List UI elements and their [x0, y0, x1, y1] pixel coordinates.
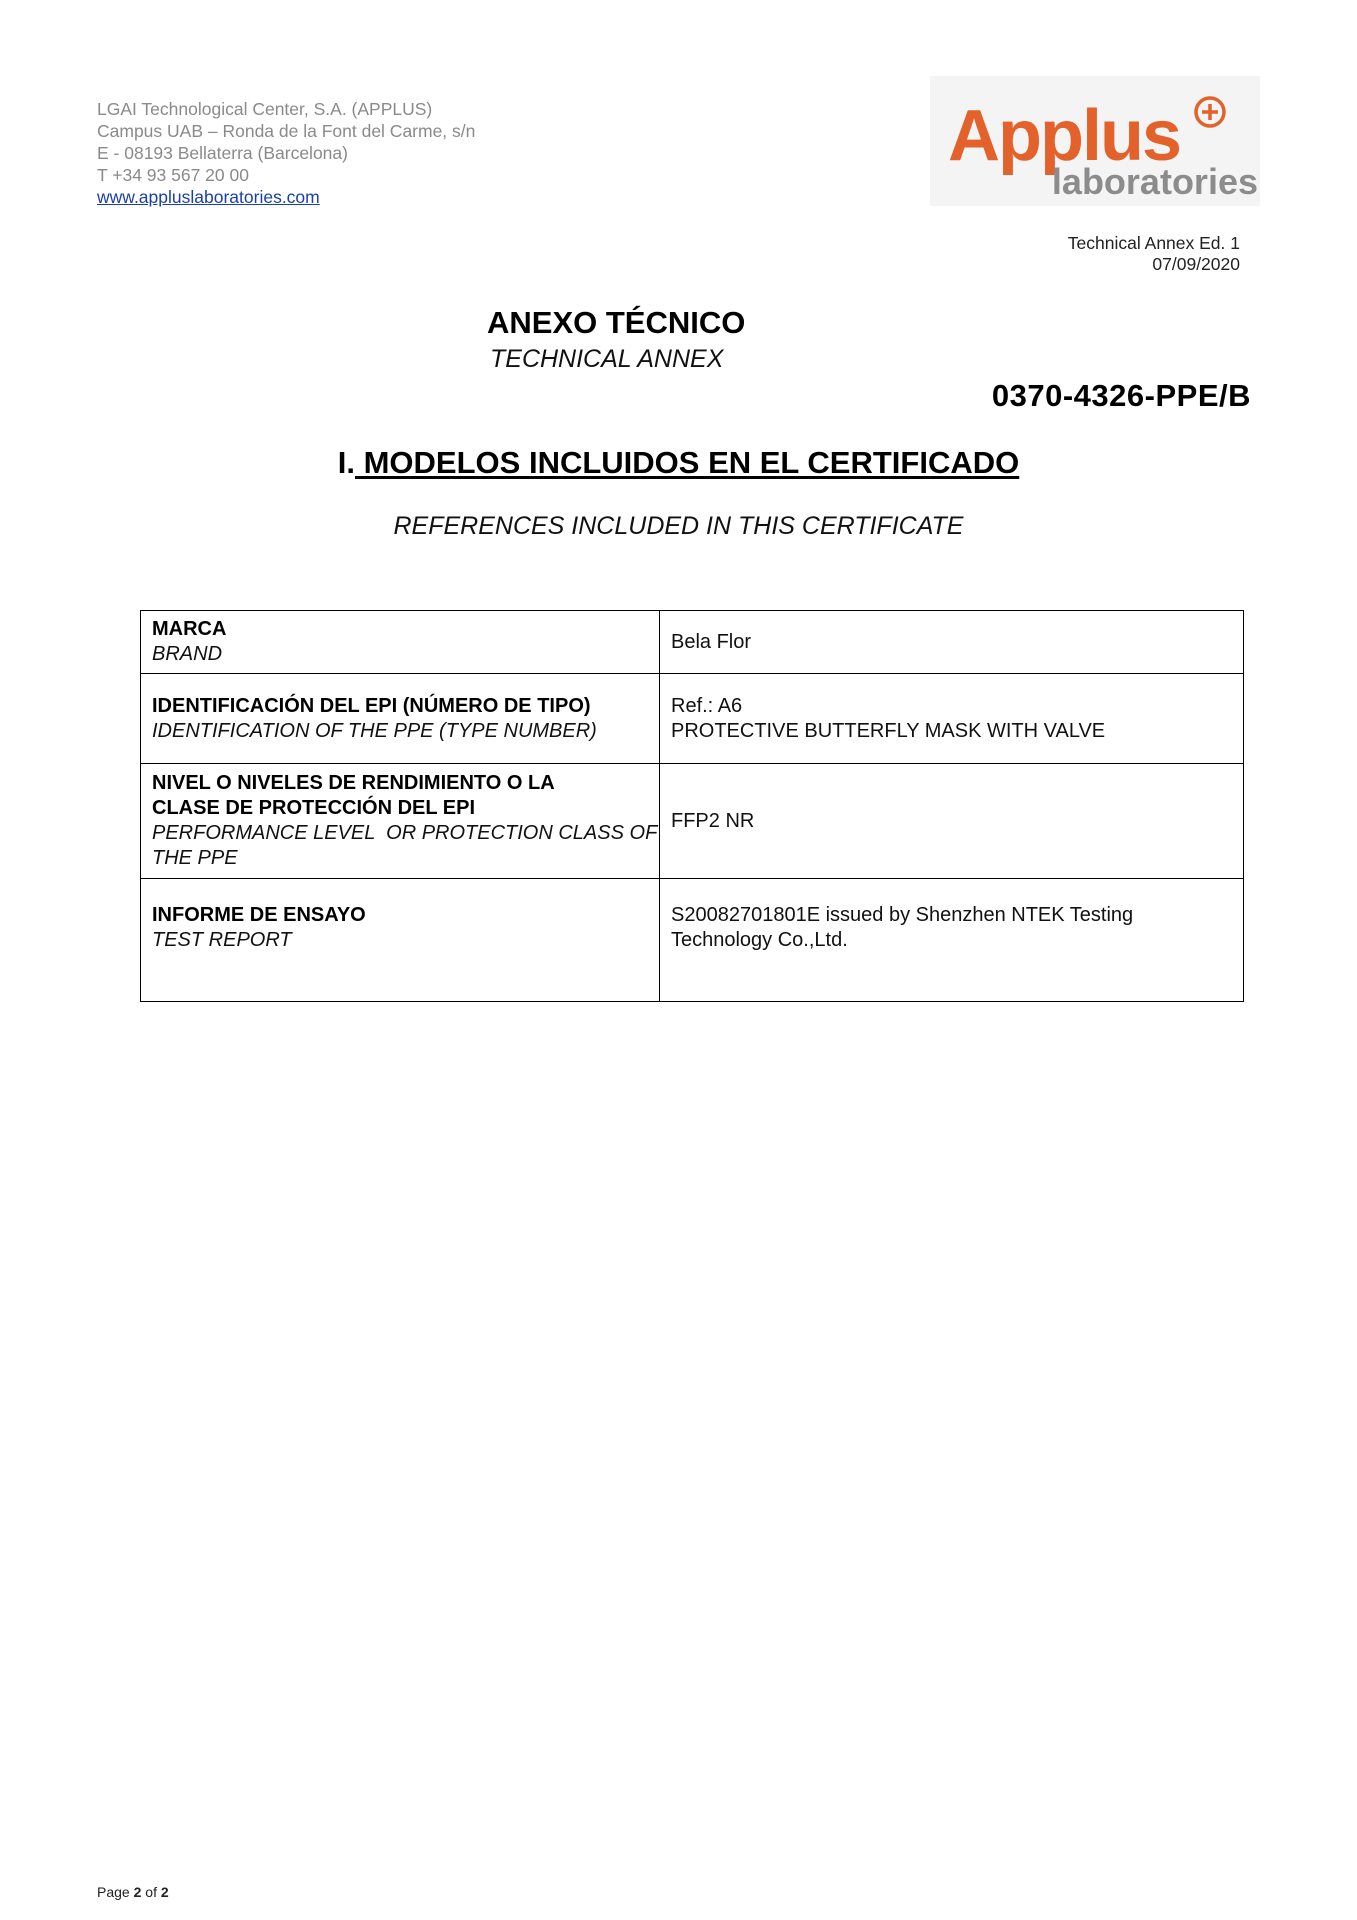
applus-laboratories-logo: [930, 76, 1260, 206]
identification-ref: Ref.: A6: [671, 694, 743, 717]
report-value-1: S20082701801E issued by Shenzhen NTEK Testing: [671, 904, 1134, 926]
report-value-2: Technology Co.,Ltd.: [671, 929, 848, 951]
table-row-report: [141, 879, 1244, 1002]
brand-label-es: MARCA: [152, 618, 227, 640]
identification-description: PROTECTIVE BUTTERFLY MASK WITH VALVE: [671, 719, 1106, 742]
page-footer: [97, 1884, 169, 1900]
level-label-en-1: PERFORMANCE LEVEL OR PROTECTION CLASS OF: [152, 822, 658, 844]
page-word: Page: [97, 1884, 130, 1900]
address-line-city: E - 08193 Bellaterra (Barcelona): [97, 143, 348, 163]
sender-address: [97, 98, 475, 208]
report-label-en: TEST REPORT: [152, 929, 292, 951]
address-line-company: LGAI Technological Center, S.A. (APPLUS): [97, 99, 433, 119]
edition-label: Technical Annex Ed. 1: [1067, 233, 1240, 253]
annex-title-es: ANEXO TÉCNICO: [487, 305, 746, 340]
report-label-es: INFORME DE ENSAYO: [152, 904, 366, 926]
logo-sub: laboratories: [1051, 161, 1258, 202]
annex-edition: [1068, 233, 1240, 275]
identification-label-en: IDENTIFICATION OF THE PPE (TYPE NUMBER): [152, 719, 597, 742]
references-table: [140, 610, 1244, 1002]
certificate-number: 0370-4326-PPE/B: [991, 378, 1251, 413]
level-value-cell: [660, 764, 1244, 879]
logo-word: Applus: [948, 96, 1180, 176]
section-title: [0, 445, 1357, 481]
identification-label-cell: [141, 674, 660, 764]
address-line-phone: T +34 93 567 20 00: [97, 165, 249, 185]
table-row-brand: [141, 611, 1244, 674]
brand-label-en: BRAND: [152, 643, 223, 665]
brand-value: Bela Flor: [671, 630, 752, 653]
page-of-word: of: [145, 1884, 157, 1900]
section-title-text: MODELOS INCLUIDOS EN EL CERTIFICADO: [355, 445, 1020, 480]
annex-title-en: TECHNICAL ANNEX: [490, 345, 724, 373]
report-value-cell: [660, 879, 1244, 1002]
table-row-identification: [141, 674, 1244, 764]
level-label-en-2: THE PPE: [152, 847, 238, 869]
brand-label-cell: [141, 611, 660, 674]
level-value: FFP2 NR: [671, 809, 755, 832]
brand-value-cell: [660, 611, 1244, 674]
table-row-level: [141, 764, 1244, 879]
page-total: 2: [160, 1884, 169, 1900]
level-label-cell: [141, 764, 660, 879]
page-current: 2: [133, 1884, 142, 1900]
section-subtitle: REFERENCES INCLUDED IN THIS CERTIFICATE: [393, 512, 964, 540]
address-line-street: Campus UAB – Ronda de la Font del Carme, s/n: [97, 121, 476, 141]
edition-date: 07/09/2020: [1152, 254, 1240, 274]
report-label-cell: [141, 879, 660, 1002]
website-link[interactable]: www.appluslaboratories.com: [97, 187, 320, 207]
section-number: I.: [337, 445, 355, 480]
identification-value-cell: [660, 674, 1244, 764]
level-label-es-2: CLASE DE PROTECCIÓN DEL EPI: [152, 797, 476, 819]
level-label-es-1: NIVEL O NIVELES DE RENDIMIENTO O LA: [152, 772, 555, 794]
identification-label-es: IDENTIFICACIÓN DEL EPI (NÚMERO DE TIPO): [152, 694, 591, 717]
